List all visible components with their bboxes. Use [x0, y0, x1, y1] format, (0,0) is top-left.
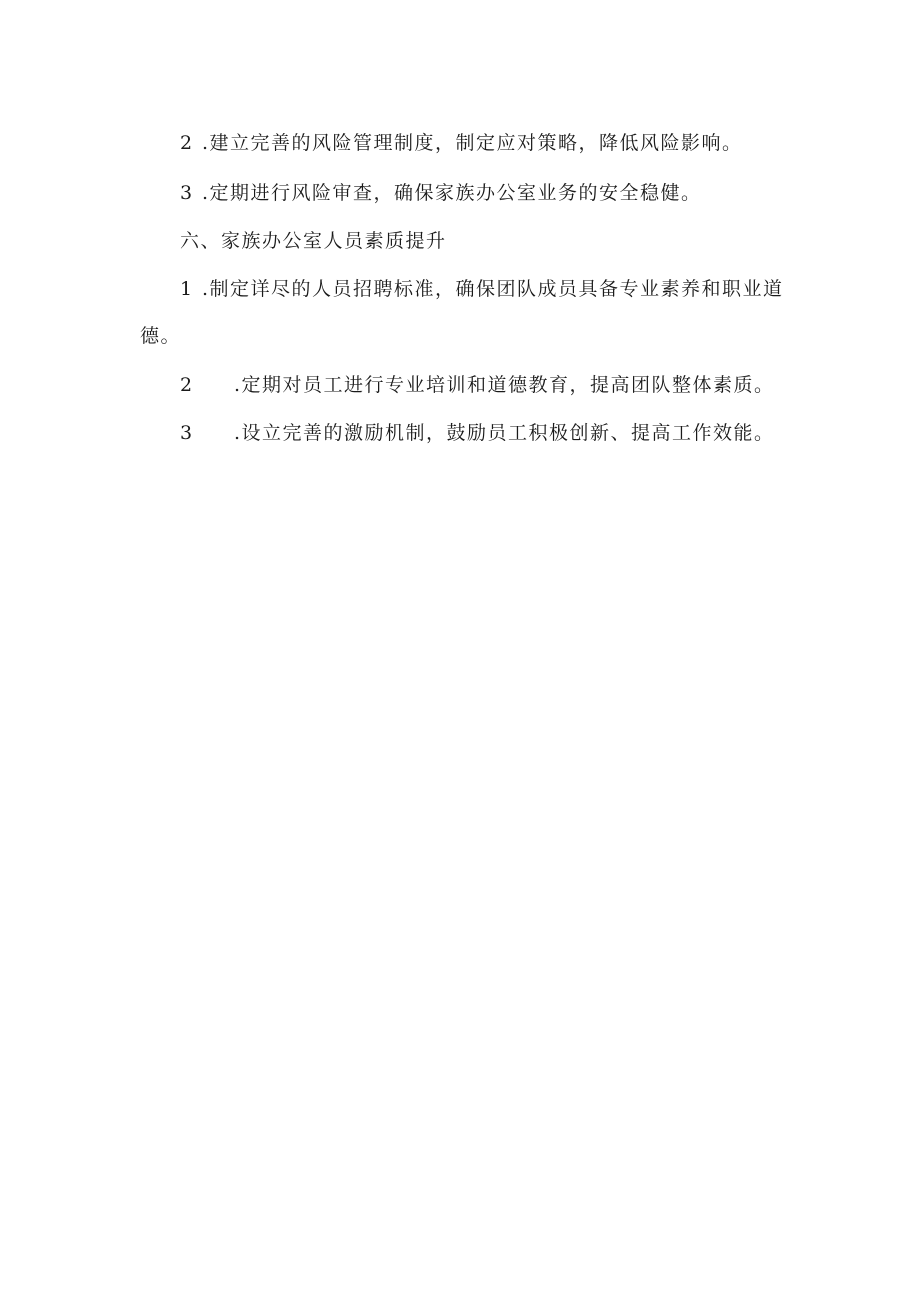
- list-text: .建立完善的风险管理制度，制定应对策略，降低风险影响。: [202, 132, 743, 154]
- list-number: 2: [180, 132, 194, 154]
- list-item-risk-review: [180, 181, 702, 205]
- list-number: 2: [180, 374, 194, 396]
- list-text: .定期进行风险审查，确保家族办公室业务的安全稳健。: [202, 182, 702, 204]
- list-text: .制定详尽的人员招聘标准，确保团队成员具备专业素养和职业道: [202, 278, 784, 300]
- list-item-training: [180, 373, 775, 397]
- list-number: 3: [180, 422, 194, 444]
- list-number: 1: [180, 278, 194, 300]
- list-text: .定期对员工进行专业培训和道德教育，提高团队整体素质。: [234, 374, 775, 396]
- list-item-recruitment-standards: [180, 277, 784, 301]
- list-item-risk-management-system: [180, 131, 743, 155]
- list-item-continuation: 德。: [140, 325, 182, 347]
- list-text: .设立完善的激励机制，鼓励员工积极创新、提高工作效能。: [234, 422, 775, 444]
- section-heading: 六、家族办公室人员素质提升: [180, 230, 447, 252]
- list-item-incentives: [180, 421, 775, 445]
- list-number: 3: [180, 182, 194, 204]
